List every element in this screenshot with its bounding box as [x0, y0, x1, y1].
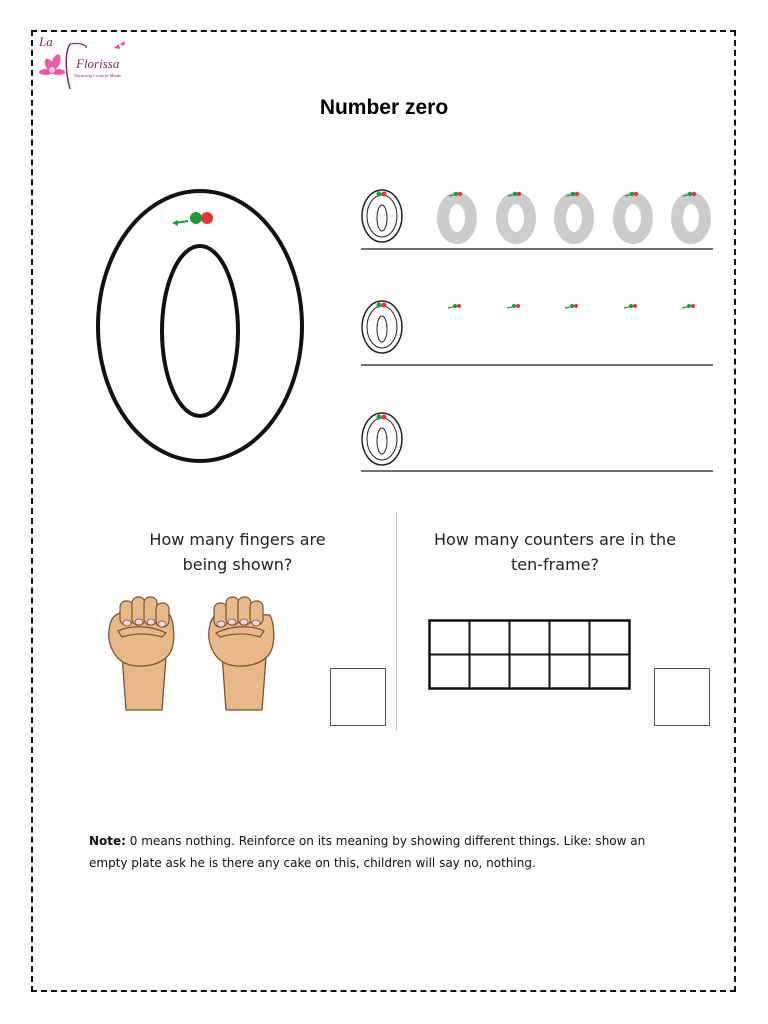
counters-question-line2: ten-frame? [511, 555, 599, 574]
fingers-question-line2: being shown? [182, 555, 293, 574]
logo-text-brand: Florissa [76, 56, 120, 71]
logo [36, 34, 132, 92]
section-divider [396, 512, 397, 730]
page-title: Number zero [319, 96, 449, 119]
note-label: Note: [89, 834, 126, 848]
note-text: 0 means nothing. Reinforce on its meaning by showing different things. Like: show an empty plate ask he is there any cake on this, children will say no, nothing. [89, 834, 646, 870]
left-fist-icon [109, 597, 174, 710]
right-fist-icon [209, 597, 274, 710]
trace-row-1 [361, 190, 713, 249]
counters-question [415, 527, 695, 577]
closed-fists-icon [100, 595, 280, 715]
ten-frame [428, 619, 632, 691]
tracing-area [355, 182, 715, 477]
logo-text-la: La [39, 34, 53, 49]
trace-row-3 [361, 413, 713, 471]
counters-question-line1: How many counters are in the [434, 530, 676, 549]
fingers-question-line1: How many fingers are [149, 530, 326, 549]
big-zero-outline [92, 185, 308, 467]
fingers-answer-box[interactable] [330, 668, 386, 726]
start-arrow-icon [172, 212, 213, 226]
trace-row-2 [361, 301, 713, 365]
note-paragraph [89, 830, 679, 874]
logo-tagline: Nurturing Creative Minds [74, 73, 121, 78]
counters-answer-box[interactable] [654, 668, 710, 726]
fingers-question [120, 527, 355, 577]
